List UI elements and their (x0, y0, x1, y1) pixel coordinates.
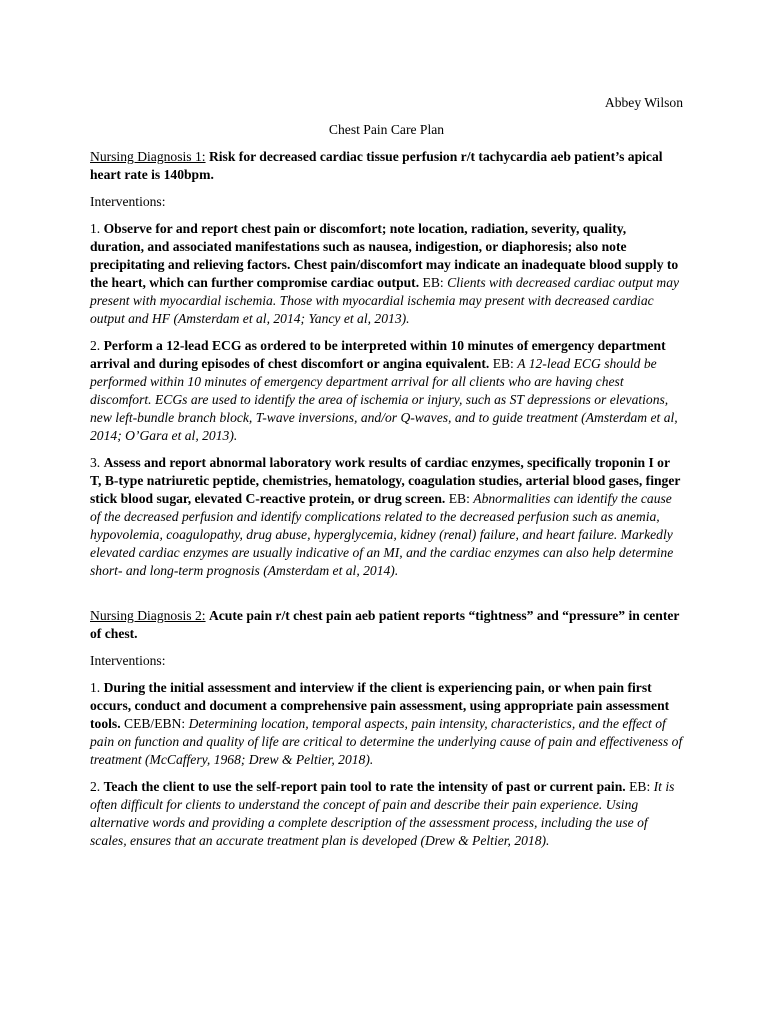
diagnosis-2-label: Nursing Diagnosis 2: (90, 608, 206, 623)
intervention-number: 1. (90, 680, 101, 695)
evidence-label: EB: (448, 491, 470, 506)
intervention-number: 2. (90, 779, 101, 794)
document-title: Chest Pain Care Plan (328, 122, 445, 137)
evidence-rationale: Clients with decreased cardiac output may present with myocardial ischemia. Those with myocardial ischemia may present with decreased cardiac output and HF (Amsterdam et al, 2014; Yancy et al, 2013). (90, 275, 680, 326)
diagnosis-1-text: Risk for decreased cardiac tissue perfusion r/t tachycardia aeb patient’s apical heart rate is 140bpm. (90, 149, 663, 182)
section-spacer (90, 589, 683, 607)
intervention-2-2 (90, 778, 683, 850)
intervention-action: Perform a 12-lead ECG as ordered to be interpreted within 10 minutes of emergency department arrival and during episodes of chest discomfort or angina equivalent. (90, 338, 666, 371)
intervention-action: Assess and report abnormal laboratory work results of cardiac enzymes, specifically troponin I or T, B-type natriuretic peptide, chemistries, hematology, coagulation studies, arterial blood gases, finger stick blood sugar, elevated C-reactive protein, or drug screen. (90, 455, 681, 506)
interventions-heading-2: Interventions: (90, 653, 166, 668)
nursing-diagnosis-2 (90, 607, 683, 643)
intervention-action: Observe for and report chest pain or discomfort; note location, radiation, severity, quality, duration, and associated manifestations such as nausea, indigestion, or diaphoresis; also note precipitating and relieving factors. Chest pain/discomfort may indicate an inadequate blood supply to the heart, which can further compromise cardiac output. (90, 221, 679, 290)
diagnosis-2-text: Acute pain r/t chest pain aeb patient reports “tightness” and “pressure” in center of chest. (90, 608, 680, 641)
intervention-2-1 (90, 679, 683, 769)
intervention-1-3 (90, 454, 683, 580)
evidence-label: EB: (629, 779, 651, 794)
author-name: Abbey Wilson (604, 95, 683, 110)
diagnosis-1-label: Nursing Diagnosis 1: (90, 149, 206, 164)
evidence-rationale: It is often difficult for clients to understand the concept of pain and describe their pain experience. Using alternative words and providing a complete description of the assessment process, including the use of scales, ensures that an accurate treatment plan is developed (Drew & Peltier, 2018). (90, 779, 675, 848)
evidence-rationale: Determining location, temporal aspects, pain intensity, characteristics, and the effect of pain on function and quality of life are critical to determine the underlying cause of pain and effectiveness of treatment (McCaffery, 1968; Drew & Peltier, 2018). (90, 716, 683, 767)
intervention-action: Teach the client to use the self-report pain tool to rate the intensity of past or current pain. (103, 779, 626, 794)
intervention-number: 1. (90, 221, 101, 236)
evidence-label: CEB/EBN: (124, 716, 186, 731)
intervention-1-2 (90, 337, 683, 445)
intervention-1-1 (90, 220, 683, 328)
intervention-number: 3. (90, 455, 101, 470)
evidence-label: EB: (492, 356, 514, 371)
evidence-rationale: Abnormalities can identify the cause of the decreased perfusion and identify complications related to the decreased perfusion such as anemia, hypovolemia, coagulopathy, drug abuse, hyperglycemia, kidney (renal) failure, and heart failure. Markedly elevated cardiac enzymes are usually indicative of an MI, and the cardiac enzymes can also help determine short- and long-term prognosis (Amsterdam et al, 2014). (90, 491, 674, 578)
evidence-label: EB: (422, 275, 444, 290)
interventions-heading-1: Interventions: (90, 194, 166, 209)
evidence-rationale: A 12-lead ECG should be performed within 10 minutes of emergency department arrival for all clients who are having chest discomfort. ECGs are used to identify the area of ischemia or injury, such as ST depressions or elevations, new left-bundle branch block, T-wave inversions, and/or Q-waves, and to guide treatment (Amsterdam et al, 2014; O’Gara et al, 2013). (90, 356, 678, 443)
intervention-action: During the initial assessment and interview if the client is experiencing pain, or when pain first occurs, conduct and document a comprehensive pain assessment, using appropriate pain assessment tools. (90, 680, 670, 731)
intervention-number: 2. (90, 338, 101, 353)
nursing-diagnosis-1 (90, 148, 683, 184)
